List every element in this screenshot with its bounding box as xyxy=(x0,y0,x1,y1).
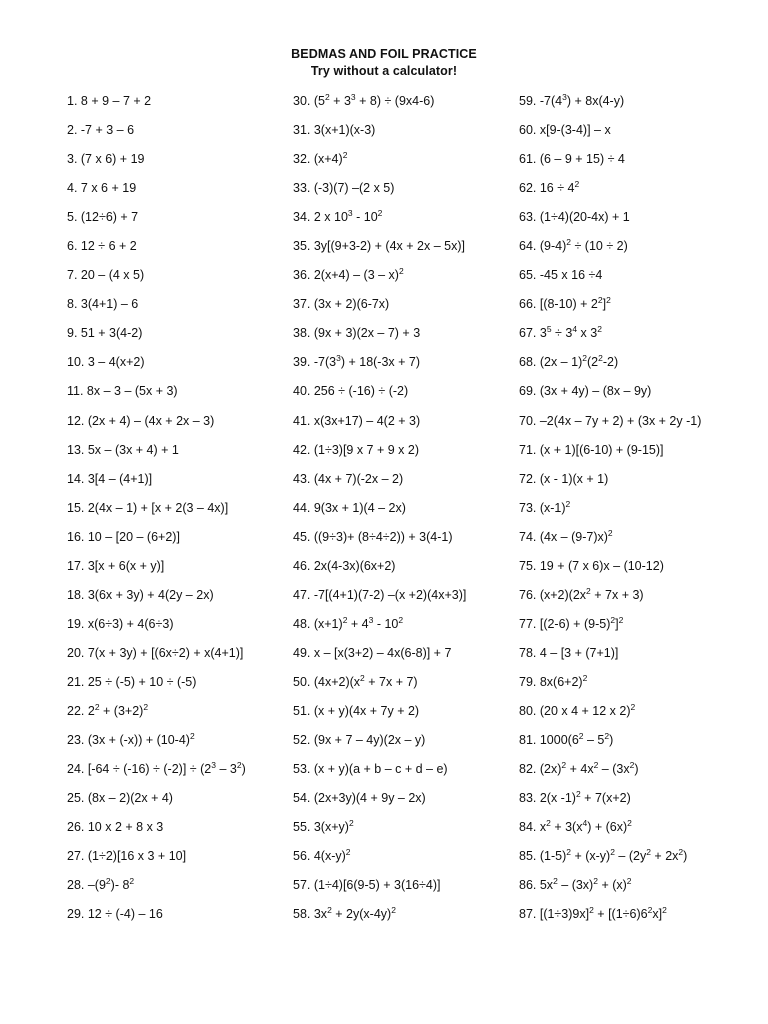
problem-item: 4. 7 x 6 + 19 xyxy=(67,181,137,196)
problem-item: 38. (9x + 3)(2x – 7) + 3 xyxy=(293,326,421,341)
problem-item: 75. 19 + (7 x 6)x – (10-12) xyxy=(519,558,664,573)
problem-item: 81. $1000(6^2 - 5^2)$ xyxy=(519,731,614,748)
problem-item: 87. $[(1\div 3)9x]^2 + [(1\div 6)6^2x]^2$ xyxy=(519,905,667,922)
problem-item: 64. $(9-4)^2 \div (10 \div 2)$ xyxy=(519,237,628,254)
problem-item: 62. $16 \div 4^2$ xyxy=(519,179,580,196)
problem-item: 30. $(5^2 + 3^3 + 8) \div (9x4-6)$ xyxy=(293,92,435,108)
problem-item: 59. $-7(4^3) + 8x(4-y)$ xyxy=(519,92,625,108)
problem-item: 6. 12 ÷ 6 + 2 xyxy=(67,239,137,254)
problem-item: 85. $(1-5)^2 + (x-y)^2 - (2y^2 + 2x^2)$ xyxy=(519,847,688,864)
problem-item: 22. $2^2 + (3+2)^2$ xyxy=(67,701,149,718)
problem-item: 68. $(2x - 1)^2(2^2-2)$ xyxy=(519,353,619,370)
problem-item: 14. 3[4 – (4+1)] xyxy=(67,471,153,486)
problem-item: 42. (1÷3)[9 x 7 + 9 x 2) xyxy=(293,442,420,457)
problem-item: 20. 7(x + 3y) + [(6x÷2) + x(4+1)] xyxy=(67,645,244,660)
problem-item: 3. (7 x 6) + 19 xyxy=(67,152,145,167)
problem-item: 41. x(3x+17) – 4(2 + 3) xyxy=(293,413,421,428)
worksheet-subtitle: Try without a calculator! xyxy=(310,64,458,78)
worksheet-title: BEDMAS AND FOIL PRACTICE xyxy=(291,47,477,61)
problem-item: 10. 3 – 4(x+2) xyxy=(67,355,145,370)
problem-item: 65. -45 x 16 ÷4 xyxy=(519,268,603,283)
problem-item: 58. $3x^2 + 2y(x-4y)^2$ xyxy=(293,905,396,922)
problem-item: 76. $(x+2)(2x^2 + 7x + 3)$ xyxy=(519,585,644,602)
problem-column-1 xyxy=(67,91,297,933)
problem-item: 71. (x + 1)[(6-10) + (9-15)] xyxy=(519,442,664,457)
problem-item: 45. ((9÷3)+ (8÷4÷2)) + 3(4-1) xyxy=(293,529,453,544)
problem-item: 40. 256 ÷ (-16) ÷ (-2) xyxy=(293,384,409,399)
problem-item: 39. $-7(3^3) + 18(-3x + 7)$ xyxy=(293,353,421,370)
problem-item: 77. $[(2-6) + (9-5)^2]^2$ xyxy=(519,614,624,631)
problem-item: 36. 2(x+4) – (3 – x)$^2$ xyxy=(293,266,404,283)
worksheet-header xyxy=(0,46,768,80)
problem-item: 25. (8x – 2)(2x + 4) xyxy=(67,791,173,806)
problem-item: 57. (1÷4)[6(9-5) + 3(16÷4)] xyxy=(293,878,441,893)
problem-column-2 xyxy=(293,91,523,933)
problem-item: 69. (3x + 4y) – (8x – 9y) xyxy=(519,384,652,399)
problem-columns xyxy=(0,91,768,951)
problem-item: 84. $x^2 + 3(x^4) + (6x)^2$ xyxy=(519,818,632,835)
problem-item: 50. $(4x+2)(x^2 + 7x + 7)$ xyxy=(293,672,418,689)
problem-item: 55. $3(x+y)^2$ xyxy=(293,818,354,835)
problem-item: 49. x – [x(3+2) – 4x(6-8)] + 7 xyxy=(293,645,452,660)
problem-item: 61. (6 – 9 + 15) ÷ 4 xyxy=(519,152,625,167)
problem-item: 56. $4(x-y)^2$ xyxy=(293,847,351,864)
problem-item: 27. (1÷2)[16 x 3 + 10] xyxy=(67,849,187,864)
problem-item: 74. (4x – (9-7)x)$^2$ xyxy=(519,527,613,544)
problem-item: 2. -7 + 3 – 6 xyxy=(67,123,135,138)
problem-item: 33. (-3)(7) –(2 x 5) xyxy=(293,181,395,196)
problem-item: 82. $(2x)^2 + 4x^2 - (3x^2)$ xyxy=(519,760,639,777)
problem-item: 31. 3(x+1)(x-3) xyxy=(293,123,376,138)
problem-item: 34. 2 x $10^3 - 10^2$ xyxy=(293,208,383,225)
problem-item: 9. 51 + 3(4-2) xyxy=(67,326,143,341)
problem-item: 8. 3(4+1) – 6 xyxy=(67,297,139,312)
problem-item: 18. 3(6x + 3y) + 4(2y – 2x) xyxy=(67,587,214,602)
problem-item: 24. $[-64 \div (-16) \div (-2)] \div (2^3 - 3^2)$ xyxy=(67,760,246,777)
problem-item: 29. 12 ÷ (-4) – 16 xyxy=(67,907,163,922)
problem-item: 51. (x + y)(4x + 7y + 2) xyxy=(293,703,420,718)
problem-item: 73. $(x-1)^2$ xyxy=(519,498,571,515)
problem-item: 83. 2(x -1)$^2$ + 7(x+2) xyxy=(519,789,631,806)
problem-column-3 xyxy=(519,91,749,933)
problem-item: 13. 5x – (3x + 4) + 1 xyxy=(67,442,179,457)
problem-item: 47. -7[(4+1)(7-2) –(x +2)(4x+3)] xyxy=(293,587,467,602)
problem-item: 53. (x + y)(a + b – c + d – e) xyxy=(293,762,448,777)
problem-item: 32. $(x+4)^2$ xyxy=(293,150,348,167)
problem-item: 1. 8 + 9 – 7 + 2 xyxy=(67,94,152,108)
problem-item: 46. 2x(4-3x)(6x+2) xyxy=(293,558,396,573)
problem-item: 60. x[9-(3-4)] – x xyxy=(519,123,611,138)
problem-item: 86. $5x^2 - (3x)^2 + (x)^2$ xyxy=(519,876,632,893)
problem-item: 43. (4x + 7)(-2x – 2) xyxy=(293,471,404,486)
problem-item: 26. 10 x 2 + 8 x 3 xyxy=(67,820,164,835)
problem-item: 28. $-(9^2)-$ $8^2$ xyxy=(67,876,135,893)
problem-item: 11. 8x – 3 – (5x + 3) xyxy=(67,384,178,399)
problem-item: 70. –2(4x – 7y + 2) + (3x + 2y -1) xyxy=(519,413,702,428)
problem-item: 15. 2(4x – 1) + [x + 2(3 – 4x)] xyxy=(67,500,229,515)
problem-item: 52. (9x + 7 – 4y)(2x – y) xyxy=(293,733,426,748)
problem-item: 54. (2x+3y)(4 + 9y – 2x) xyxy=(293,791,426,806)
problem-item: 7. 20 – (4 x 5) xyxy=(67,268,145,283)
problem-item: 19. x(6÷3) + 4(6÷3) xyxy=(67,616,174,631)
problem-item: 35. 3y[(9+3-2) + (4x + 2x – 5x)] xyxy=(293,239,465,254)
problem-item: 5. (12÷6) + 7 xyxy=(67,210,139,225)
problem-item: 12. (2x + 4) – (4x + 2x – 3) xyxy=(67,413,215,428)
problem-item: 44. 9(3x + 1)(4 – 2x) xyxy=(293,500,406,515)
problem-item: 63. (1÷4)(20-4x) + 1 xyxy=(519,210,630,225)
problem-item: 67. $3^5 \div 3^4$ x $3^2$ xyxy=(519,324,602,341)
problem-item: 21. 25 ÷ (-5) + 10 ÷ (-5) xyxy=(67,674,197,689)
problem-item: 79. $8x(6+2)^2$ xyxy=(519,672,588,689)
problem-item: 66. $[(8-10) + 2^2]^2$ xyxy=(519,295,611,312)
problem-item: 23. $(3x + (-x)) + (10-4)^2$ xyxy=(67,731,195,748)
problem-item: 17. 3[x + 6(x + y)] xyxy=(67,558,165,573)
problem-item: 37. (3x + 2)(6-7x) xyxy=(293,297,390,312)
problem-item: 72. (x - 1)(x + 1) xyxy=(519,471,609,486)
problem-item: 80. (20 x 4 + 12 x 2)$^2$ xyxy=(519,701,636,718)
problem-item: 48. $(x+1)^2 + 4^3 - 10^2$ xyxy=(293,614,404,631)
problem-item: 78. 4 – [3 + (7+1)] xyxy=(519,645,619,660)
problem-item: 16. 10 – [20 – (6+2)] xyxy=(67,529,180,544)
